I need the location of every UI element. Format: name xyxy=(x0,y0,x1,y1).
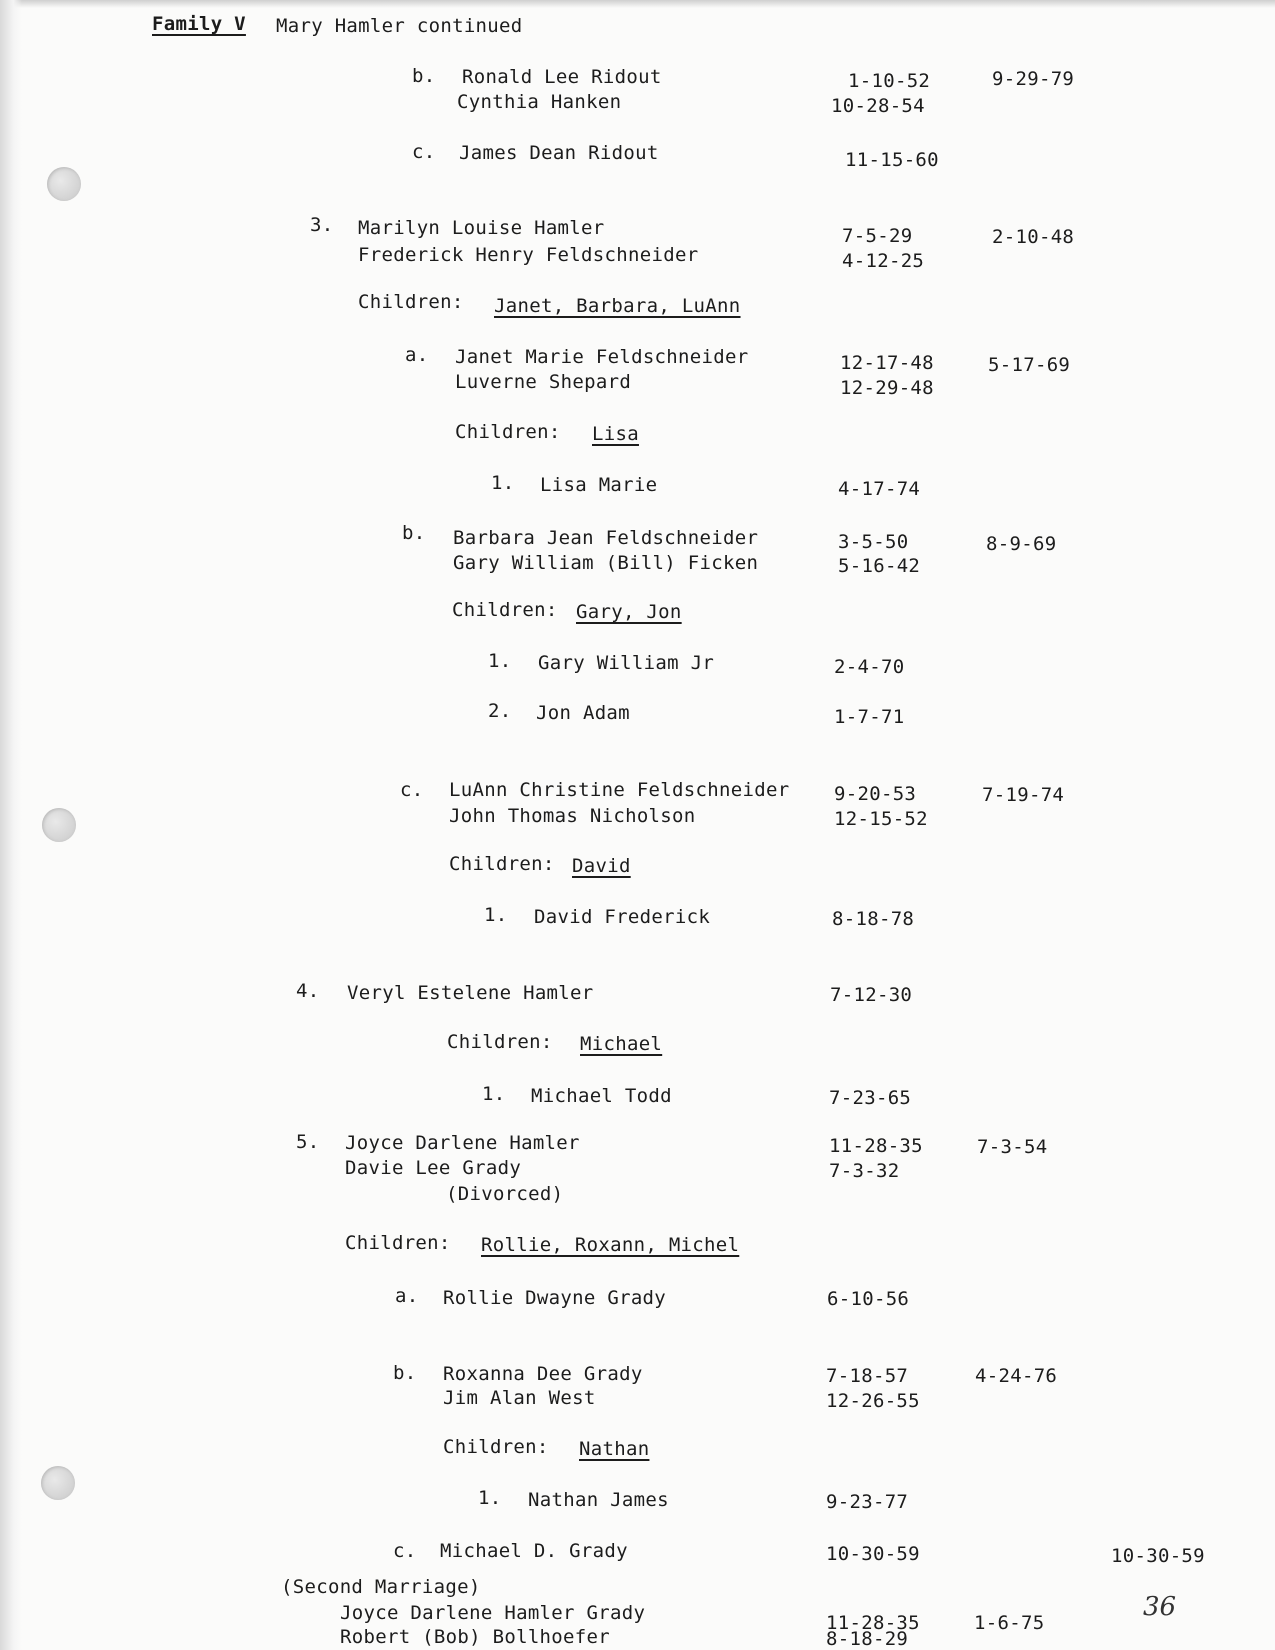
entry-number: 1. xyxy=(484,904,508,926)
birth-date: 11-15-60 xyxy=(845,149,939,171)
entry-number: 1. xyxy=(488,650,512,672)
person-name: Veryl Estelene Hamler xyxy=(347,982,594,1004)
children-list: Lisa xyxy=(592,423,639,445)
birth-date: 7-12-30 xyxy=(830,984,913,1006)
entry-letter: b. xyxy=(412,65,436,87)
entry-letter: a. xyxy=(395,1285,419,1307)
children-list: Janet, Barbara, LuAnn xyxy=(494,295,741,317)
binder-hole xyxy=(47,167,81,201)
person-name: David Frederick xyxy=(534,906,711,928)
spouse-name: Robert (Bob) Bollhoefer xyxy=(340,1626,610,1648)
person-name: Marilyn Louise Hamler xyxy=(358,217,605,239)
birth-date: 10-28-54 xyxy=(831,95,925,117)
marriage-date: 2-10-48 xyxy=(992,226,1075,248)
birth-date: 1-10-52 xyxy=(848,70,931,92)
marriage-date: 7-3-54 xyxy=(977,1136,1048,1158)
birth-date: 6-10-56 xyxy=(827,1288,910,1310)
spouse-name: Frederick Henry Feldschneider xyxy=(358,244,699,266)
page-title: Mary Hamler continued xyxy=(276,15,523,37)
person-name: Michael Todd xyxy=(531,1085,672,1107)
person-name: Ronald Lee Ridout xyxy=(462,66,662,88)
birth-date: 3-5-50 xyxy=(838,531,909,553)
birth-date: 1-7-71 xyxy=(834,706,905,728)
birth-date: 12-26-55 xyxy=(826,1390,920,1412)
divorced-note: (Divorced) xyxy=(446,1183,564,1205)
children-list: Rollie, Roxann, Michel xyxy=(481,1234,740,1256)
children-list: David xyxy=(572,855,631,877)
person-name: Rollie Dwayne Grady xyxy=(443,1287,667,1309)
birth-date: 8-18-78 xyxy=(832,908,915,930)
birth-date: 7-18-57 xyxy=(826,1365,909,1387)
marriage-date: 1-6-75 xyxy=(974,1612,1045,1634)
spouse-name: Cynthia Hanken xyxy=(457,91,622,113)
marriage-date: 9-29-79 xyxy=(992,68,1075,90)
entry-letter: b. xyxy=(393,1362,417,1384)
children-list: Nathan xyxy=(579,1438,650,1460)
children-label: Children: xyxy=(443,1436,549,1458)
entry-number: 4. xyxy=(296,980,320,1002)
death-date: 10-30-59 xyxy=(1111,1545,1205,1567)
entry-number: 1. xyxy=(482,1083,506,1105)
children-label: Children: xyxy=(452,599,558,621)
entry-letter: b. xyxy=(402,522,426,544)
children-list: Michael xyxy=(580,1033,663,1055)
entry-number: 1. xyxy=(491,472,515,494)
children-label: Children: xyxy=(447,1031,553,1053)
person-name: Barbara Jean Feldschneider xyxy=(453,527,759,549)
binder-hole xyxy=(42,808,76,842)
children-label: Children: xyxy=(358,291,464,313)
children-label: Children: xyxy=(345,1232,451,1254)
person-name: Lisa Marie xyxy=(540,474,658,496)
page-number: 36 xyxy=(1143,1592,1177,1622)
birth-date: 11-28-35 xyxy=(829,1135,923,1157)
section-note: (Second Marriage) xyxy=(281,1576,481,1598)
entry-number: 1. xyxy=(478,1487,502,1509)
birth-date: 2-4-70 xyxy=(834,656,905,678)
marriage-date: 5-17-69 xyxy=(988,354,1071,376)
birth-date: 7-5-29 xyxy=(842,225,913,247)
entry-letter: c. xyxy=(412,141,436,163)
birth-date: 12-29-48 xyxy=(840,377,934,399)
person-name: Joyce Darlene Hamler Grady xyxy=(340,1602,646,1624)
spouse-name: Gary William (Bill) Ficken xyxy=(453,552,759,574)
family-label: Family V xyxy=(152,13,246,35)
page-left-edge xyxy=(0,0,22,1650)
person-name: Jon Adam xyxy=(536,702,630,724)
person-name: Joyce Darlene Hamler xyxy=(345,1132,580,1154)
birth-date: 4-12-25 xyxy=(842,250,925,272)
birth-date: 10-30-59 xyxy=(826,1543,920,1565)
person-name: LuAnn Christine Feldschneider xyxy=(449,779,790,801)
birth-date: 7-23-65 xyxy=(829,1087,912,1109)
birth-date: 9-20-53 xyxy=(834,783,917,805)
entry-number: 2. xyxy=(488,700,512,722)
spouse-name: Davie Lee Grady xyxy=(345,1157,522,1179)
birth-date: 8-18-29 xyxy=(826,1628,909,1650)
birth-date: 5-16-42 xyxy=(838,555,921,577)
marriage-date: 4-24-76 xyxy=(975,1365,1058,1387)
children-label: Children: xyxy=(449,853,555,875)
person-name: Janet Marie Feldschneider xyxy=(455,346,749,368)
page-top-edge xyxy=(0,0,1275,8)
spouse-name: John Thomas Nicholson xyxy=(449,805,696,827)
person-name: Michael D. Grady xyxy=(440,1540,628,1562)
birth-date: 12-15-52 xyxy=(834,808,928,830)
birth-date: 12-17-48 xyxy=(840,352,934,374)
person-name: Nathan James xyxy=(528,1489,669,1511)
entry-letter: a. xyxy=(405,344,429,366)
binder-hole xyxy=(41,1466,75,1500)
entry-number: 3. xyxy=(310,214,334,236)
children-label: Children: xyxy=(455,421,561,443)
marriage-date: 8-9-69 xyxy=(986,533,1057,555)
person-name: Gary William Jr xyxy=(538,652,715,674)
spouse-name: Jim Alan West xyxy=(443,1387,596,1409)
entry-letter: c. xyxy=(400,779,424,801)
marriage-date: 7-19-74 xyxy=(982,784,1065,806)
birth-date: 9-23-77 xyxy=(826,1491,909,1513)
spouse-name: Luverne Shepard xyxy=(455,371,632,393)
birth-date: 11-28-35 xyxy=(826,1612,920,1634)
person-name: James Dean Ridout xyxy=(459,142,659,164)
children-list: Gary, Jon xyxy=(576,601,682,623)
birth-date: 7-3-32 xyxy=(829,1160,900,1182)
person-name: Roxanna Dee Grady xyxy=(443,1363,643,1385)
birth-date: 4-17-74 xyxy=(838,478,921,500)
entry-number: 5. xyxy=(296,1131,320,1153)
entry-letter: c. xyxy=(393,1540,417,1562)
